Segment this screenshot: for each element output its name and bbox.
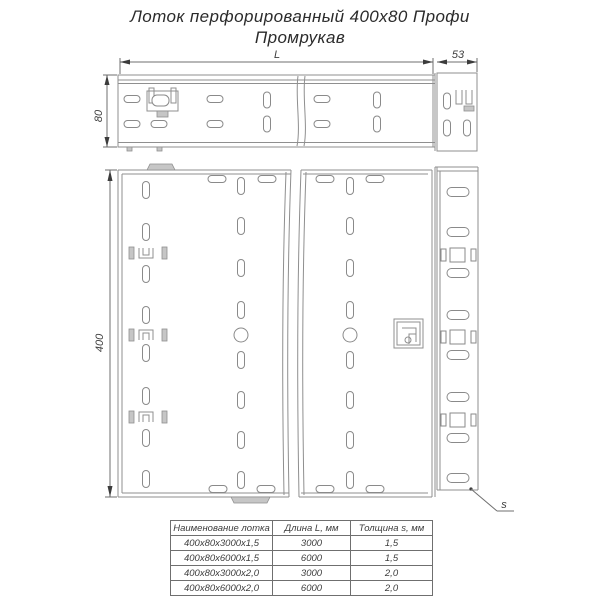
perforation-slot-horizontal (447, 188, 469, 197)
cell-length: 3000 (273, 536, 351, 551)
perforation-slot-vertical (238, 218, 245, 235)
connector-outline (437, 73, 477, 151)
cell-thickness: 2,0 (351, 566, 433, 581)
perforation-slot-vertical (238, 352, 245, 369)
perforation-slot-horizontal (314, 96, 330, 103)
arrowhead (105, 137, 110, 147)
break-line (303, 172, 306, 495)
perforation-slot-horizontal (209, 486, 227, 493)
side-cutout (441, 331, 446, 343)
table-row (171, 566, 433, 581)
bracket-bar (129, 329, 134, 341)
perforation-slot-vertical (264, 116, 271, 132)
comb-cutout (456, 90, 462, 104)
cell-name: 400х80х6000х2,0 (171, 581, 273, 596)
square-cutout (450, 413, 465, 427)
cell-thickness: 1,5 (351, 536, 433, 551)
title-line1: Лоток перфорированный 400х80 Профи (130, 7, 470, 26)
col-header-length: Длина L, мм (273, 521, 351, 536)
perforation-slot-vertical (143, 266, 150, 283)
perforation-slot-horizontal (366, 486, 384, 493)
arrowhead (467, 60, 477, 65)
col-header-name: Наименование лотка (171, 521, 273, 536)
perforation-slot-vertical (143, 430, 150, 447)
perforation-slot-vertical (444, 120, 451, 136)
bracket-bar (162, 247, 167, 259)
square-cutout (450, 248, 465, 262)
arrowhead (108, 170, 113, 181)
arrowhead (108, 486, 113, 497)
side-cutout (471, 414, 476, 426)
perforation-circle (234, 328, 248, 342)
mount-tab-top (147, 164, 175, 170)
latch-slot (152, 95, 169, 106)
break-line (288, 170, 291, 497)
perforation-slot-horizontal (124, 96, 140, 103)
perforation-slot-horizontal (366, 176, 384, 183)
break-line (304, 76, 305, 146)
perforation-slot-horizontal (447, 351, 469, 360)
perforation-slot-vertical (347, 302, 354, 319)
perforation-slot-vertical (347, 218, 354, 235)
perforation-slot-horizontal (124, 121, 140, 128)
perforation-slot-horizontal (257, 486, 275, 493)
cell-thickness: 2,0 (351, 581, 433, 596)
table-row (171, 581, 433, 596)
comb-tab (464, 106, 474, 111)
perforation-slot-horizontal (447, 269, 469, 278)
cell-name: 400х80х3000х2,0 (171, 566, 273, 581)
perforation-slot-vertical (238, 302, 245, 319)
side-cutout (441, 414, 446, 426)
perforation-slot-horizontal (447, 434, 469, 443)
break-line (298, 170, 301, 497)
perforation-slot-vertical (238, 392, 245, 409)
arrowhead (120, 60, 130, 65)
perforation-slot-horizontal (447, 228, 469, 237)
bracket-shape (143, 248, 149, 255)
perforation-slot-vertical (143, 345, 150, 362)
perforation-slot-vertical (347, 472, 354, 489)
latch-tab (157, 111, 168, 117)
square-cutout (450, 330, 465, 344)
bracket-shape (143, 415, 149, 422)
cell-name: 400х80х6000х1,5 (171, 551, 273, 566)
foot-tab (127, 147, 132, 151)
perforation-slot-vertical (347, 432, 354, 449)
comb-cutout (466, 90, 472, 104)
cell-thickness: 1,5 (351, 551, 433, 566)
perforation-slot-vertical (238, 178, 245, 195)
perforation-slot-vertical (347, 260, 354, 277)
break-line (283, 172, 286, 495)
bracket-bar (129, 411, 134, 423)
cell-name: 400х80х3000х1,5 (171, 536, 273, 551)
perforation-slot-vertical (143, 224, 150, 241)
perforation-circle (343, 328, 357, 342)
mount-tab-bottom (231, 497, 270, 503)
perforation-slot-vertical (464, 120, 471, 136)
break-line (297, 76, 298, 146)
perforation-slot-horizontal (258, 176, 276, 183)
perforation-slot-horizontal (447, 393, 469, 402)
spec-table (170, 520, 433, 596)
perforation-slot-horizontal (207, 121, 223, 128)
cell-length: 6000 (273, 581, 351, 596)
perforation-slot-vertical (238, 432, 245, 449)
perforation-slot-vertical (374, 116, 381, 132)
perforation-slot-vertical (143, 388, 150, 405)
plan-view (118, 164, 478, 503)
perforation-slot-horizontal (447, 474, 469, 483)
table-header-row (171, 521, 433, 536)
dim-height-label: 80 (93, 109, 105, 123)
perforation-slot-horizontal (447, 311, 469, 320)
side-cutout (441, 249, 446, 261)
perforation-slot-vertical (347, 178, 354, 195)
cell-length: 3000 (273, 566, 351, 581)
perforation-slot-horizontal (151, 121, 167, 128)
arrowhead (105, 75, 110, 85)
bracket-shape (139, 248, 153, 258)
side-view (118, 73, 477, 151)
perforation-slot-horizontal (314, 121, 330, 128)
bracket-shape (139, 330, 153, 340)
title-line2: Промрукав (254, 28, 346, 48)
side-cutout (471, 249, 476, 261)
bracket-bar (162, 329, 167, 341)
side-cutout (471, 331, 476, 343)
table-row (171, 536, 433, 551)
latch-hook (402, 328, 416, 344)
perforation-slot-vertical (143, 307, 150, 324)
perforation-slot-vertical (143, 182, 150, 199)
perforation-slot-vertical (374, 92, 381, 108)
foot-tab (157, 147, 162, 151)
table-row (171, 551, 433, 566)
arrowhead (437, 60, 447, 65)
cell-length: 6000 (273, 551, 351, 566)
perforation-slot-vertical (347, 392, 354, 409)
bracket-bar (162, 411, 167, 423)
perforation-slot-horizontal (316, 486, 334, 493)
latch-pin (405, 337, 411, 343)
perforation-slot-vertical (347, 352, 354, 369)
bracket-bar (129, 247, 134, 259)
perforation-slot-vertical (444, 93, 451, 109)
perforation-slot-horizontal (207, 96, 223, 103)
perforation-slot-vertical (143, 471, 150, 488)
dim-thickness-label: s (501, 499, 507, 511)
dim-width-label: 400 (94, 333, 106, 353)
perforation-slot-horizontal (208, 176, 226, 183)
bracket-shape (143, 333, 149, 340)
col-header-thickness: Толщина s, мм (351, 521, 433, 536)
dim-connector-label: 53 (451, 49, 465, 61)
perforation-slot-vertical (238, 260, 245, 277)
bracket-shape (139, 412, 153, 422)
dim-length-label: L (273, 49, 281, 61)
perforation-slot-vertical (238, 472, 245, 489)
leader-line (471, 489, 497, 511)
arrowhead (423, 60, 433, 65)
perforation-slot-vertical (264, 92, 271, 108)
perforation-slot-horizontal (316, 176, 334, 183)
latch-bar (171, 88, 176, 103)
